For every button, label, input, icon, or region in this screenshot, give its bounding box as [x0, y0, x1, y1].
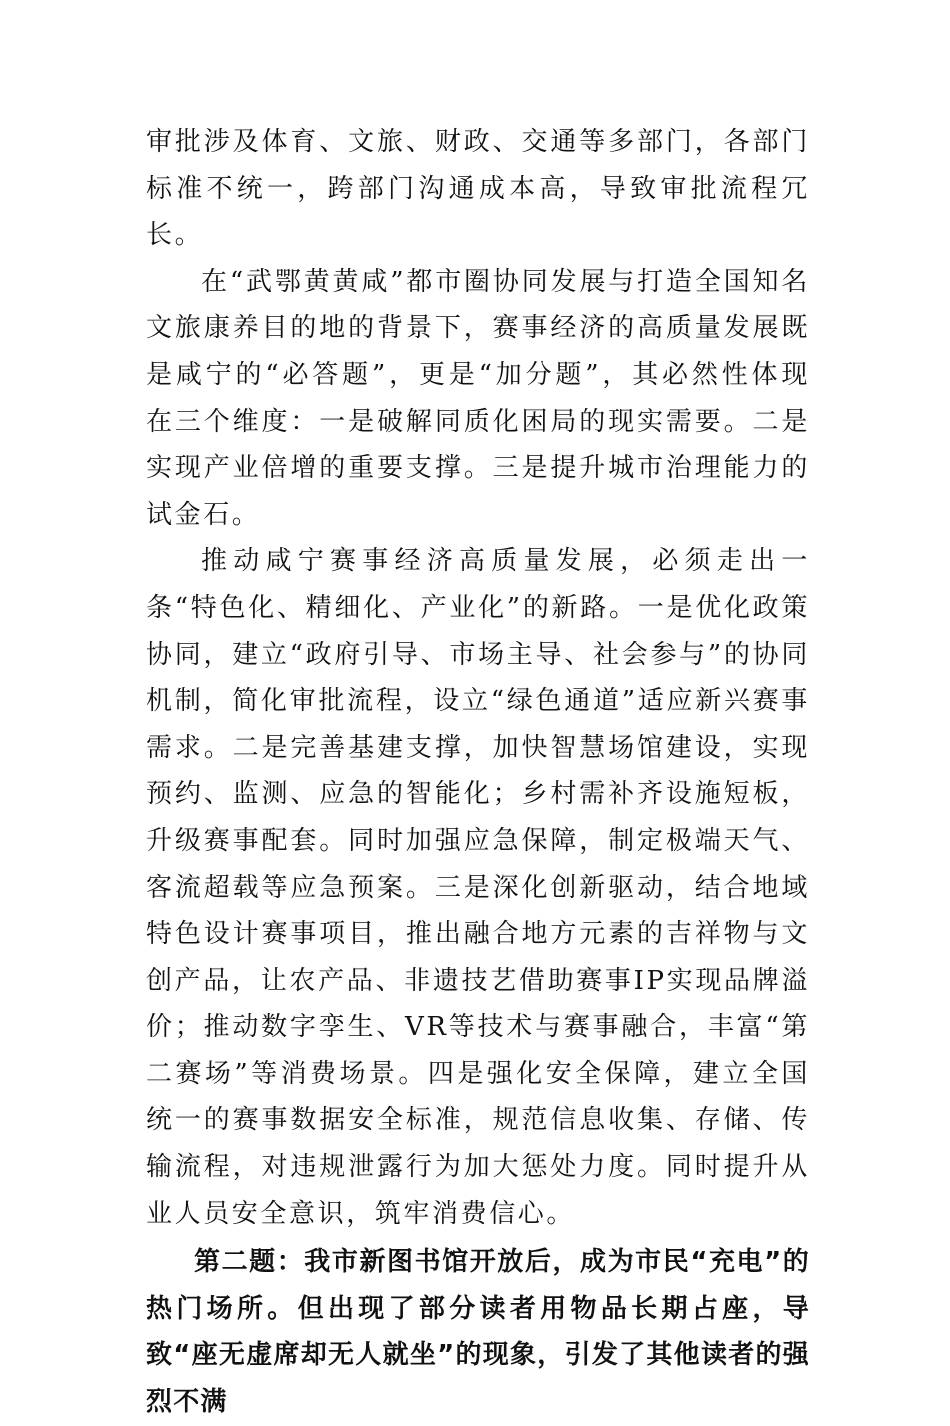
paragraph-background: 在“武鄂黄黄咸”都市圈协同发展与打造全国知名文旅康养目的地的背景下，赛事经济的高质量发展既是咸宁的“必答题”，更是“加分题”，其必然性体现在三个维度：一是破解同质化困局的现实需要。二是实现产业倍增的重要支撑。三是提升城市治理能力的试金石。 [146, 266, 810, 530]
document-body [146, 119, 810, 1426]
paragraph-continuation: 审批涉及体育、文旅、财政、交通等多部门，各部门标准不统一，跨部门沟通成本高，导致审批流程冗长。 [146, 127, 810, 251]
paragraph-measures: 推动咸宁赛事经济高质量发展，必须走出一条“特色化、精细化、产业化”的新路。一是优化政策协同，建立“政府引导、市场主导、社会参与”的协同机制，简化审批流程，设立“绿色通道”适应新兴赛事需求。二是完善基建支撑，加快智慧场馆建设，实现预约、监测、应急的智能化；乡村需补齐设施短板，升级赛事配套。同时加强应急保障，制定极端天气、客流超载等应急预案。三是深化创新驱动，结合地域特色设计赛事项目，推出融合地方元素的吉祥物与文创产品，让农产品、非遗技艺借助赛事IP实现品牌溢价；推动数字孪生、VR等技术与赛事融合，丰富“第二赛场”等消费场景。四是强化安全保障，建立全国统一的赛事数据安全标准，规范信息收集、存储、传输流程，对违规泄露行为加大惩处力度。同时提升从业人员安全意识，筑牢消费信心。 [146, 546, 810, 1229]
question-two-heading: 第二题：我市新图书馆开放后，成为市民“充电”的热门场所。但出现了部分读者用物品长期占座，导致“座无虚席却无人就坐”的现象，引发了其他读者的强烈不满 [146, 1247, 810, 1418]
